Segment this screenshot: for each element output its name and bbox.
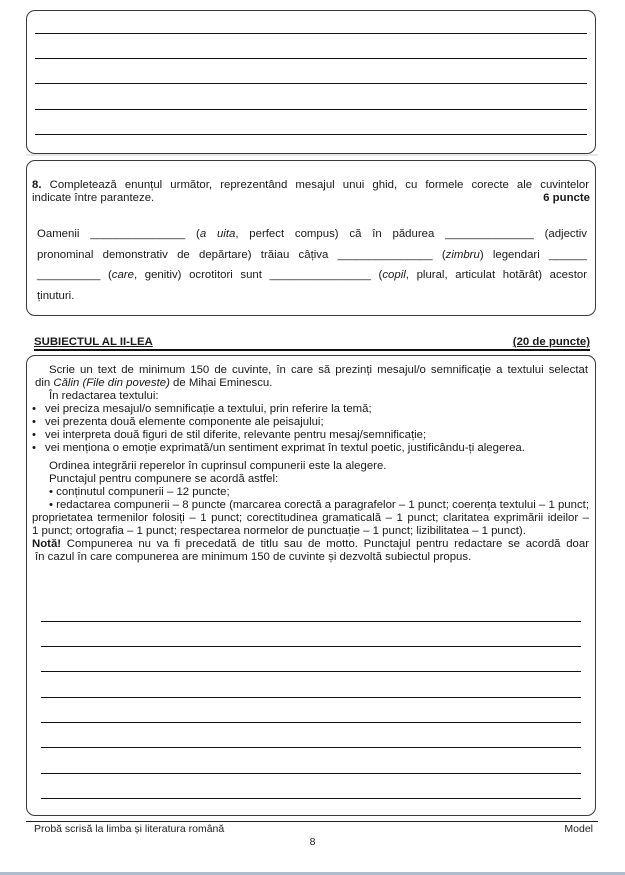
bullet-icon: • [32,429,36,441]
redactare-label: În redactarea textului: [49,390,159,402]
answer-line[interactable] [35,33,587,34]
essay-intro-line2: din Călin (File din poveste) de Mihai Eminescu. [35,377,273,389]
question-number: 8. [32,179,42,191]
bullet-icon: • [32,442,36,454]
requirement-item: • vei interpreta două figuri de stil diferite, relevante pentru mesaj/semnificație; [32,429,427,441]
question-8-prompt: 8. Completează enunțul următor, reprezentând mesajul unui ghid, cu formele corecte ale cuvintelor [32,179,589,191]
answer-line[interactable] [41,646,581,647]
scoring-redactare-line3: 1 punct; ortografia – 1 punct; respectarea normelor de punctuație – 1 punct; lizibilitatea – 1 punct). [32,525,526,537]
answer-line[interactable] [41,798,581,799]
requirement-item: • vei menționa o emoție exprimată/un sentiment exprimat în textul poetic, justificându-ți alegerea. [32,442,525,454]
bullet-icon: • [32,403,36,415]
answer-line[interactable] [35,83,587,84]
question-8-prompt-line2: indicate între paranteze. [32,192,155,204]
page-number: 8 [309,836,316,848]
answer-line[interactable] [35,109,587,110]
note-label: Notă! [32,538,62,550]
bullet-icon: • [32,416,36,428]
answer-line[interactable] [35,134,587,135]
answer-line[interactable] [41,697,581,698]
fill-line-2: pronominal demonstrativ de depărtare) trăiau câțiva _______________ (zimbru) legendari ______ [37,248,587,261]
answer-line[interactable] [41,747,581,748]
order-note: Ordinea integrării reperelor în cuprinsul compunerii este la alegere. [49,460,387,472]
essay-intro-line1: Scrie un text de minimum 150 de cuvinte, în care să prezinți mesajul/o semnificație a textului selectat [49,364,588,376]
question-8-box [26,160,596,316]
requirement-item: • vei preciza mesajul/o semnificație a textului, prin referire la temă; [32,403,372,415]
fill-line-4: ținuturi. [37,289,75,302]
section-points: (20 de puncte) [512,336,590,348]
note-line1: Notă! Compunerea nu va fi precedată de titlu sau de motto. Punctajul pentru redactare se acordă doar [32,538,589,550]
footer-divider [26,821,598,822]
section-title: SUBIECTUL AL II-LEA [34,336,153,348]
text-title: Călin (File din poveste) [53,377,170,389]
question-8-points: 6 puncte [543,192,590,204]
answer-box-previous-question [26,10,596,154]
fill-line-1: Oamenii _______________ (a uita, perfect compus) că în pădurea ______________ (adjectiv [37,228,587,240]
fill-in-text[interactable] [37,224,587,306]
footer-exam-name: Probă scrisă la limba și literatura română [34,823,225,835]
box-shadow-divider [26,154,598,156]
scoring-redactare-line2: proprietatea termenilor folosiți – 1 punct; corectitudinea gramaticală – 1 punct; claritatea exprimării ideilor – [32,512,589,524]
essay-box [26,355,596,816]
answer-line[interactable] [41,722,581,723]
scoring-content: • conținutul compunerii – 12 puncte; [49,486,230,498]
answer-line[interactable] [41,671,581,672]
scoring-label: Punctajul pentru compunere se acordă astfel: [49,473,279,485]
note-line2: în cazul în care compunerea are minimum 150 de cuvinte și dezvoltă subiectul propus. [35,551,472,563]
answer-line[interactable] [35,58,587,59]
footer-model-label: Model [564,823,593,835]
scoring-redactare-line1: • redactarea compunerii – 8 puncte (marcarea corectă a paragrafelor – 1 punct; coerența textului – 1 punct; [49,499,589,511]
requirement-item: • vei prezenta două elemente componente ale peisajului; [32,416,324,428]
answer-line[interactable] [41,621,581,622]
section-header [34,336,590,351]
fill-line-3: __________ (care, genitiv) ocrotitori sunt ________________ (copil, plural, articulat hotărât) acestor [37,269,587,281]
answer-line[interactable] [41,773,581,774]
